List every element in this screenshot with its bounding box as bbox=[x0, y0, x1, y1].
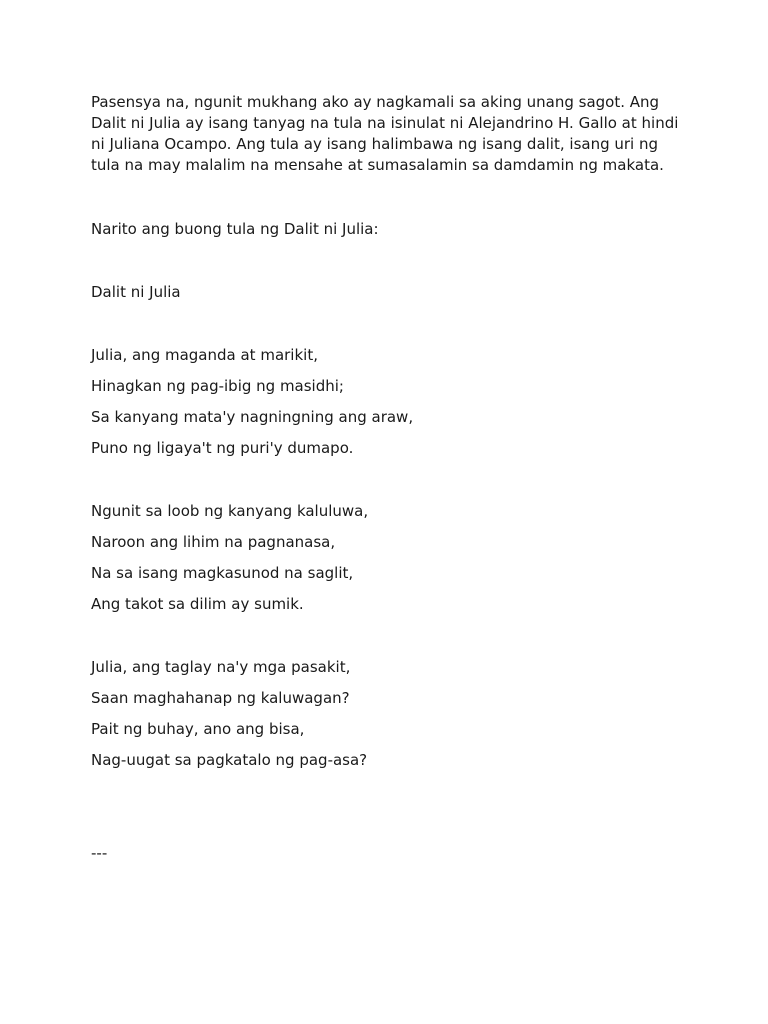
poem-line: Nag-uugat sa pagkatalo ng pag-asa? bbox=[91, 751, 368, 769]
spacer bbox=[91, 313, 691, 345]
poem-line: Julia, ang taglay na'y mga pasakit, bbox=[91, 658, 351, 676]
poem-title: Dalit ni Julia bbox=[91, 283, 181, 301]
poem-line: Na sa isang magkasunod na saglit, bbox=[91, 564, 354, 582]
spacer bbox=[91, 250, 691, 282]
stanza-1 bbox=[91, 345, 691, 469]
stanza-3 bbox=[91, 657, 691, 781]
intro-paragraph: Pasensya na, ngunit mukhang ako ay nagkamali sa aking unang sagot. Ang Dalit ni Julia ay isang tanyag na tula na isinulat ni Alejandrino H. Gallo at hindi ni Juliana Ocampo. Ang tula ay isang halimbawa ng isang dalit, isang uri ng tula na may malalim na mensahe at sumasalamin sa damdamin ng makata. bbox=[91, 93, 679, 174]
poem-line: Hinagkan ng pag-ibig ng masidhi; bbox=[91, 377, 344, 395]
spacer bbox=[91, 176, 691, 219]
poem-line: Puno ng ligaya't ng puri'y dumapo. bbox=[91, 439, 354, 457]
lead-line: Narito ang buong tula ng Dalit ni Julia: bbox=[91, 220, 379, 238]
stanza-2 bbox=[91, 501, 691, 625]
poem-line: Saan maghahanap ng kaluwagan? bbox=[91, 689, 350, 707]
poem-line: Pait ng buhay, ano ang bisa, bbox=[91, 720, 305, 738]
poem-line: Ang takot sa dilim ay sumik. bbox=[91, 595, 304, 613]
spacer bbox=[91, 781, 691, 843]
poem-line: Naroon ang lihim na pagnanasa, bbox=[91, 533, 336, 551]
spacer bbox=[91, 469, 691, 501]
poem-line: Ngunit sa loob ng kanyang kaluluwa, bbox=[91, 502, 369, 520]
document-body bbox=[91, 92, 691, 874]
poem-line: Julia, ang maganda at marikit, bbox=[91, 346, 318, 364]
poem-line: Sa kanyang mata'y nagningning ang araw, bbox=[91, 408, 414, 426]
separator: --- bbox=[91, 844, 108, 862]
spacer bbox=[91, 625, 691, 657]
